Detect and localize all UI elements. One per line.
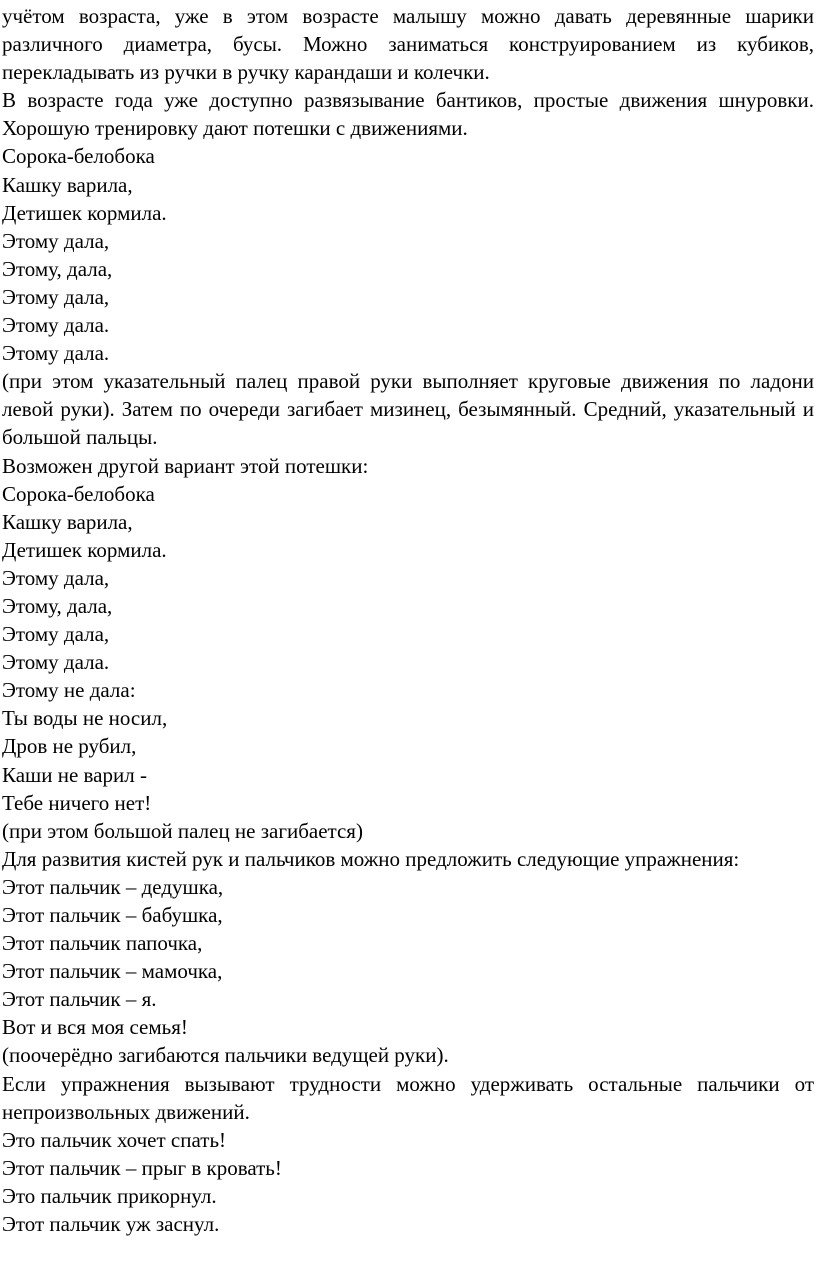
- rhyme-line: Этому, дала,: [2, 256, 113, 281]
- rhyme-line: Этот пальчик – мамочка,: [2, 959, 223, 984]
- rhyme-line: Тебе ничего нет!: [2, 790, 152, 815]
- rhyme-sleep: [2, 1126, 814, 1238]
- rhyme-line: Этот пальчик – дедушка,: [2, 874, 224, 899]
- rhyme-line: Кашку варила,: [2, 509, 133, 534]
- rhyme-line: Этот пальчик уж заснул.: [2, 1212, 220, 1237]
- paragraph-instruction-3: (поочерёдно загибаются пальчики ведущей руки).: [2, 1043, 449, 1068]
- rhyme-line: Вот и вся моя семья!: [2, 1015, 188, 1040]
- rhyme-line: Этому дала.: [2, 313, 110, 338]
- paragraph-instruction-2: (при этом большой палец не загибается): [2, 818, 363, 843]
- rhyme-line: Сорока-белобока: [2, 481, 155, 506]
- rhyme-line: Этому дала,: [2, 284, 110, 309]
- paragraph-age: В возрасте года уже доступно развязывание бантиков, простые движения шнуровки. Хорошую тренировку дают потешки с движениями.: [2, 88, 814, 141]
- rhyme-line: Этому дала,: [2, 565, 110, 590]
- rhyme-line: Этот пальчик – бабушка,: [2, 903, 223, 927]
- rhyme-soroka-1: [2, 142, 814, 367]
- rhyme-line: Это пальчик хочет спать!: [2, 1127, 227, 1152]
- paragraph-difficulty: Если упражнения вызывают трудности можно удерживать остальные пальчики от непроизвольных движений.: [2, 1071, 814, 1124]
- rhyme-line: Ты воды не носил,: [2, 706, 168, 731]
- rhyme-line: Этот пальчик – прыг в кровать!: [2, 1155, 282, 1180]
- rhyme-family: [2, 873, 814, 1042]
- paragraph-instruction-1: (при этом указательный палец правой руки выполняет круговые движения по ладони левой руки). Затем по очереди загибает мизинец, безымянный. Средний, указательный и большой пальцы.: [2, 369, 814, 450]
- rhyme-line: Каши не варил -: [2, 762, 147, 787]
- rhyme-line: Этот пальчик – я.: [2, 987, 157, 1012]
- rhyme-line: Этому дала.: [2, 341, 110, 366]
- rhyme-line: Это пальчик прикорнул.: [2, 1183, 217, 1208]
- rhyme-line: Детишек кормила.: [2, 537, 167, 562]
- rhyme-soroka-2: [2, 480, 814, 817]
- rhyme-line: Этому дала.: [2, 650, 110, 675]
- rhyme-line: Этому не дала:: [2, 678, 136, 703]
- paragraph-exercises: Для развития кистей рук и пальчиков можно предложить следующие упражнения:: [2, 846, 740, 871]
- rhyme-line: Детишек кормила.: [2, 200, 167, 225]
- paragraph-variant: Возможен другой вариант этой потешки:: [2, 453, 369, 478]
- rhyme-line: Этому дала,: [2, 228, 110, 253]
- rhyme-line: Кашку варила,: [2, 172, 133, 197]
- rhyme-line: Сорока-белобока: [2, 144, 155, 169]
- rhyme-line: Этот пальчик папочка,: [2, 931, 203, 956]
- paragraph-intro: учётом возраста, уже в этом возрасте малышу можно давать деревянные шарики различного диаметра, бусы. Можно заниматься конструированием из кубиков, перекладывать из ручки в ручку карандаши и колечки.: [2, 4, 814, 85]
- rhyme-line: Этому дала,: [2, 622, 110, 647]
- rhyme-line: Дров не рубил,: [2, 734, 137, 759]
- rhyme-line: Этому, дала,: [2, 593, 113, 618]
